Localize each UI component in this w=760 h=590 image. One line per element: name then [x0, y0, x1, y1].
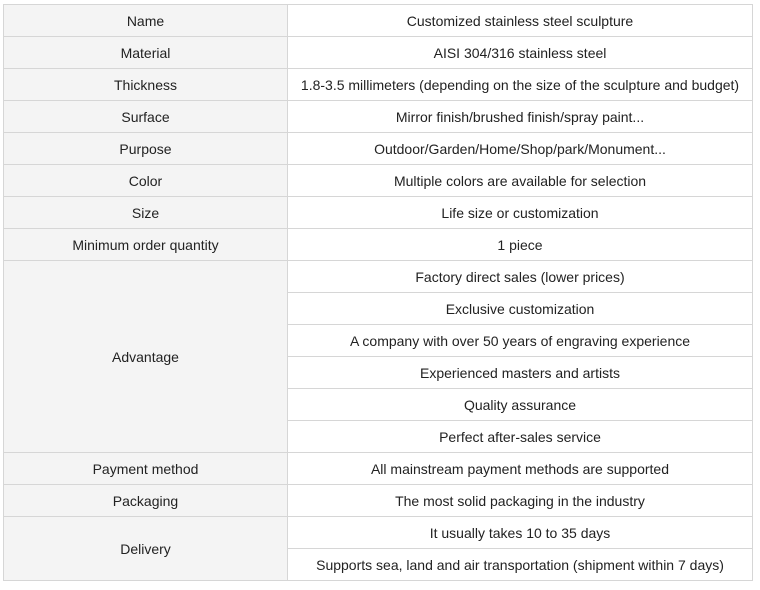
table-row: [4, 5, 753, 37]
row-value: 1 piece: [288, 229, 753, 261]
row-label: Purpose: [4, 133, 288, 165]
row-value: Mirror finish/brushed finish/spray paint...: [288, 101, 753, 133]
row-label: Surface: [4, 101, 288, 133]
row-value: Outdoor/Garden/Home/Shop/park/Monument...: [288, 133, 753, 165]
spec-table: [3, 4, 753, 581]
row-label: Size: [4, 197, 288, 229]
row-label: Advantage: [4, 261, 288, 453]
row-label: Thickness: [4, 69, 288, 101]
row-value: The most solid packaging in the industry: [288, 485, 753, 517]
row-value: Multiple colors are available for selection: [288, 165, 753, 197]
table-row: [4, 69, 753, 101]
row-label: Material: [4, 37, 288, 69]
table-row: [4, 37, 753, 69]
row-label: Minimum order quantity: [4, 229, 288, 261]
table-row: [4, 261, 753, 293]
table-row: [4, 453, 753, 485]
row-value: A company with over 50 years of engraving experience: [288, 325, 753, 357]
row-label: Payment method: [4, 453, 288, 485]
row-value: All mainstream payment methods are supported: [288, 453, 753, 485]
spec-table-body: [4, 5, 753, 581]
row-label: Packaging: [4, 485, 288, 517]
row-value: Experienced masters and artists: [288, 357, 753, 389]
spec-table-container: [3, 4, 753, 581]
row-value: Factory direct sales (lower prices): [288, 261, 753, 293]
row-value: Perfect after-sales service: [288, 421, 753, 453]
table-row: [4, 517, 753, 549]
table-row: [4, 165, 753, 197]
row-value: Life size or customization: [288, 197, 753, 229]
row-value: It usually takes 10 to 35 days: [288, 517, 753, 549]
table-row: [4, 197, 753, 229]
row-label: Delivery: [4, 517, 288, 581]
row-value: Supports sea, land and air transportation (shipment within 7 days): [288, 549, 753, 581]
row-value: Exclusive customization: [288, 293, 753, 325]
row-value: 1.8-3.5 millimeters (depending on the size of the sculpture and budget): [288, 69, 753, 101]
row-value: AISI 304/316 stainless steel: [288, 37, 753, 69]
table-row: [4, 229, 753, 261]
row-label: Color: [4, 165, 288, 197]
table-row: [4, 485, 753, 517]
row-value: Customized stainless steel sculpture: [288, 5, 753, 37]
row-label: Name: [4, 5, 288, 37]
table-row: [4, 133, 753, 165]
table-row: [4, 101, 753, 133]
row-value: Quality assurance: [288, 389, 753, 421]
